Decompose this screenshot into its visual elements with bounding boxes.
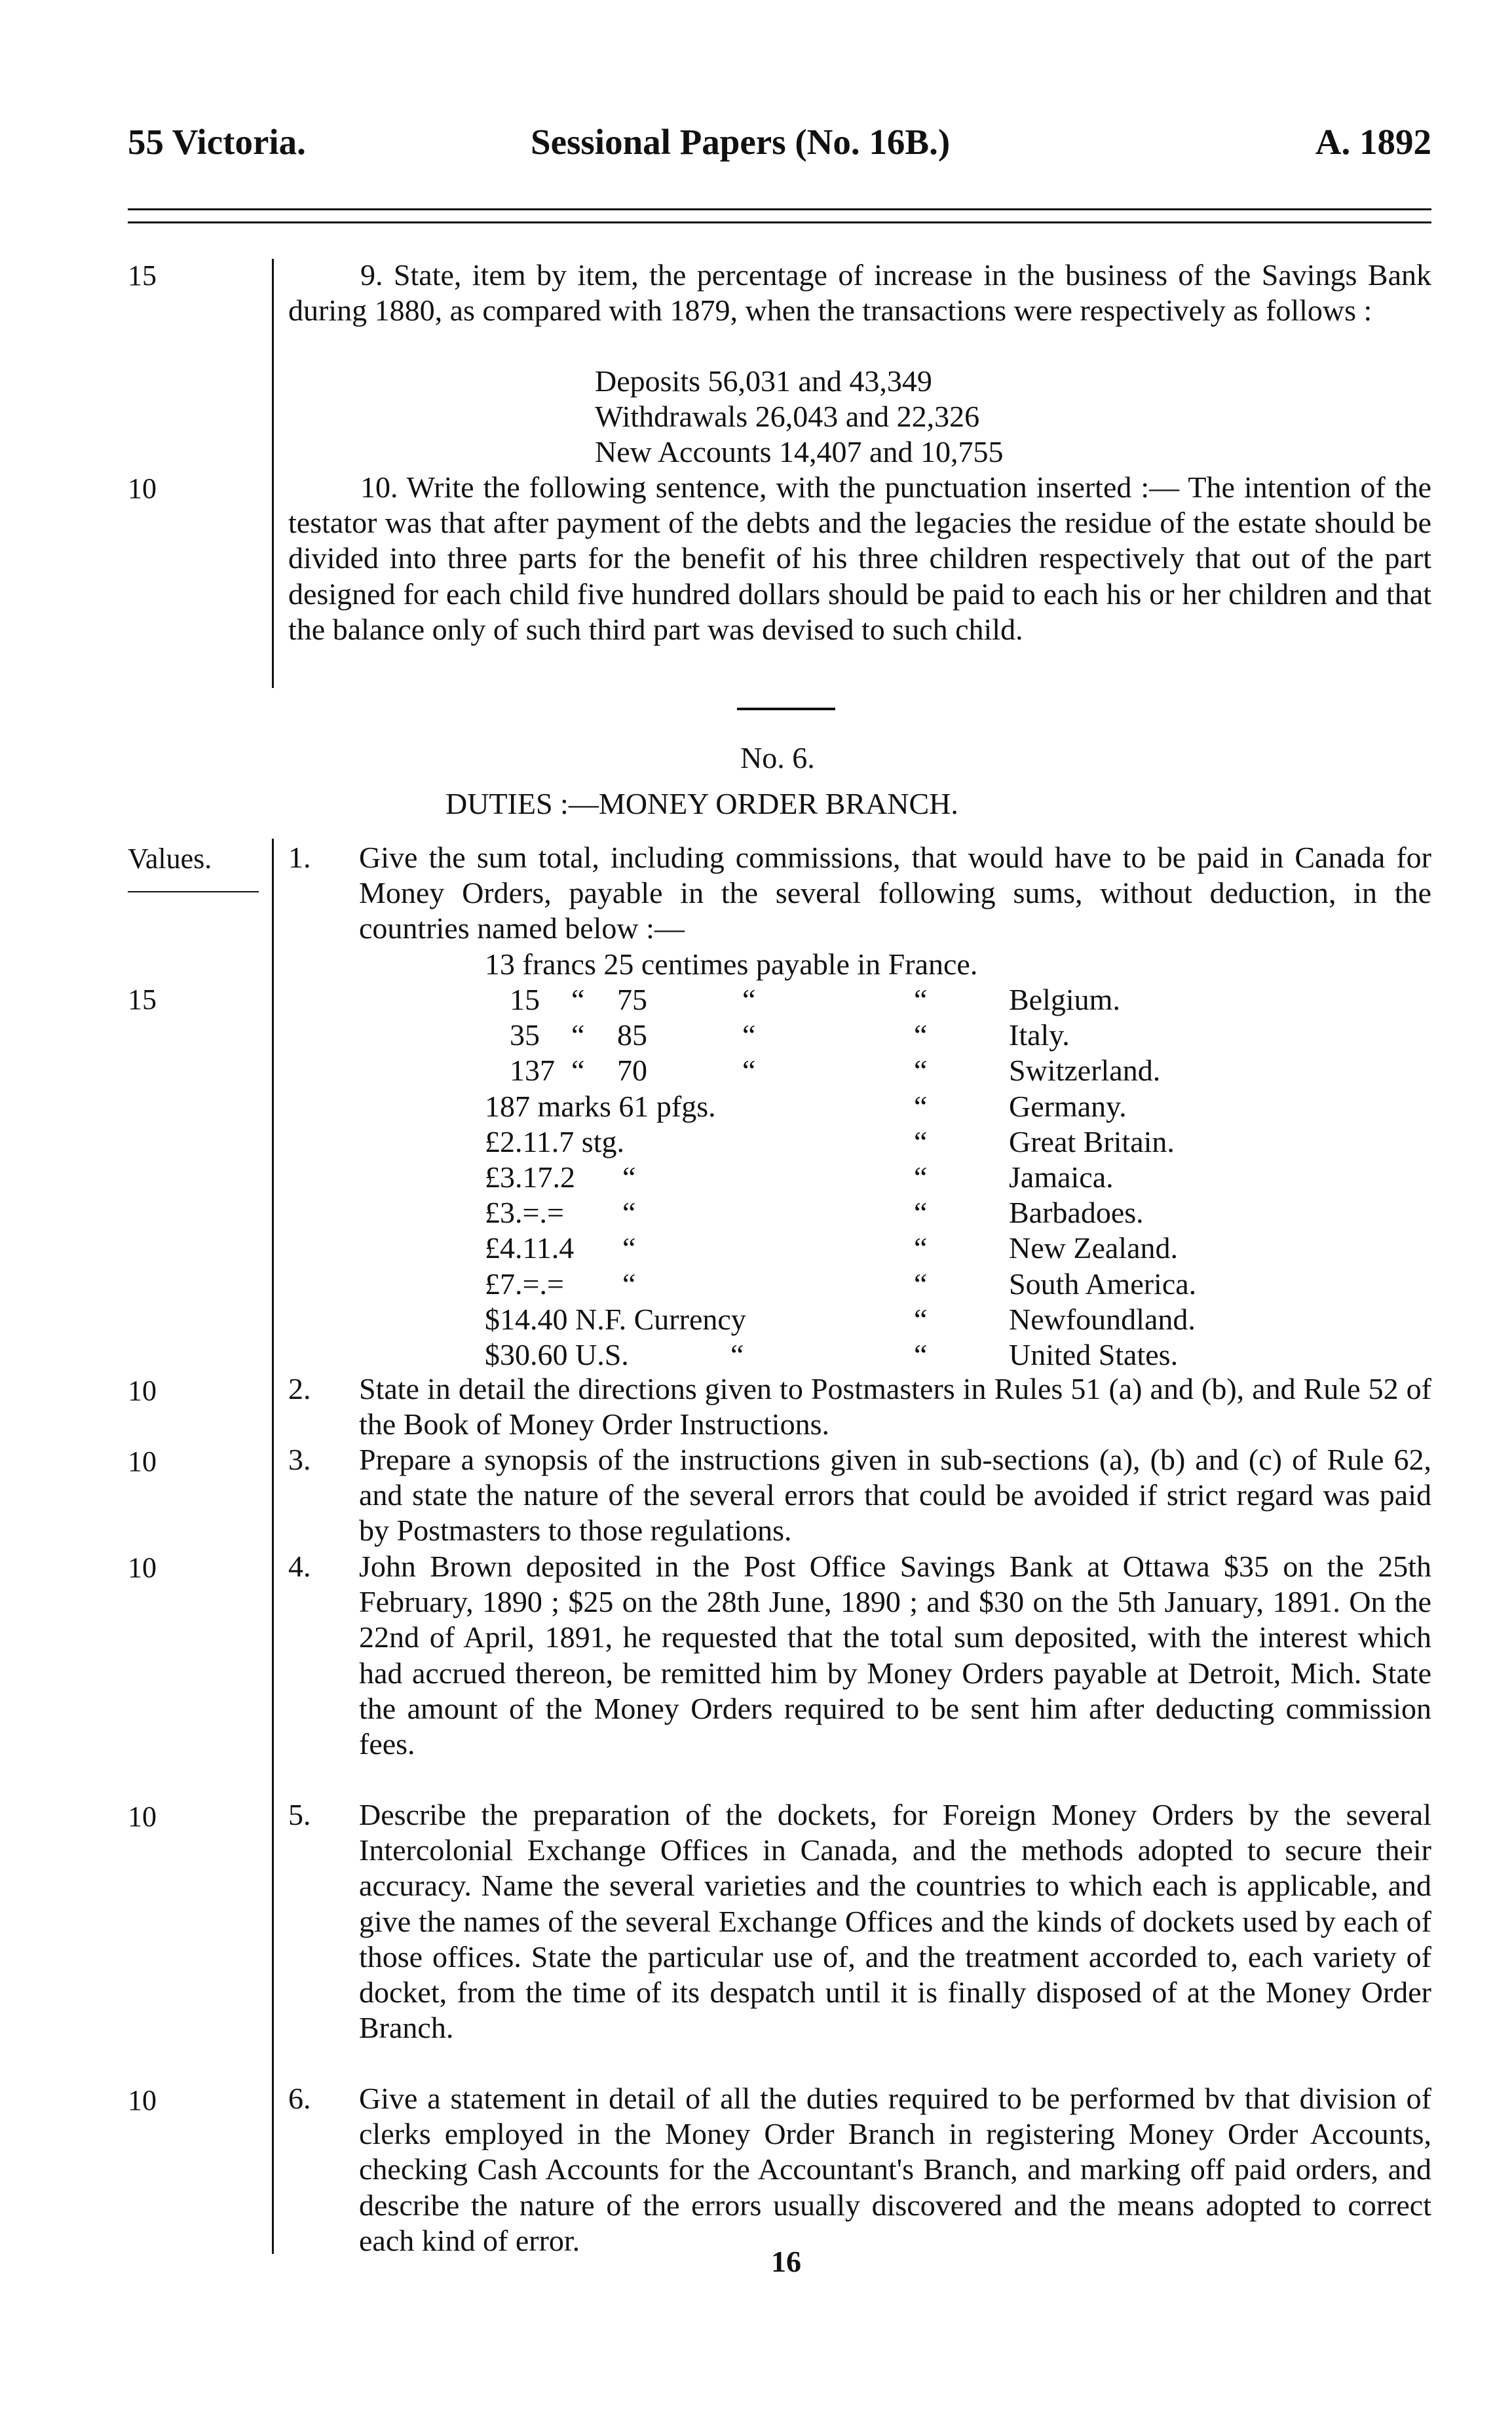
running-header bbox=[128, 121, 1431, 174]
row-ditto-2: “ bbox=[742, 1054, 756, 1088]
header-rule-top bbox=[128, 208, 1431, 210]
q1-text: Give the sum total, including commissions, that would have to be paid in Canada for Money Orders, payable in the several following sums, without deduction, in the countries named below :— bbox=[359, 841, 1431, 945]
q9-line-deposits: Deposits 56,031 and 43,349 bbox=[595, 364, 932, 398]
remittance-row bbox=[0, 1302, 1512, 1337]
q1-number: 1. bbox=[288, 841, 311, 874]
question-6 bbox=[288, 2081, 1431, 2259]
values-label: Values. bbox=[128, 843, 212, 875]
question-3 bbox=[288, 1442, 1431, 1549]
q4-text: John Brown deposited in the Post Office Savings Bank at Ottawa $35 on the 25th February, 1890 ; $25 on the 28th June, 1890 ; and $30 on the 5th January, 1891. On the 22nd of April, 1891, he requested that the total sum deposited, with the interest which had accrued thereon, be remitted him by Money Orders payable at Detroit, Mich. State the amount of the Money Orders required to be sent him after deducting commission fees. bbox=[359, 1550, 1431, 1761]
q4-value: 10 bbox=[128, 1552, 157, 1584]
remittance-row bbox=[0, 1089, 1512, 1124]
q6-number: 6. bbox=[288, 2082, 311, 2115]
q10-text: 10. Write the following sentence, with the punctuation inserted :— The intention of the testator was that after payment of the debts and the legacies the residue of the estate should be divided into three parts for the benefit of his three children respectively that out of the part designed for each child five hundred dollars should be paid to each his or her children and that the balance only of such third part was devised to such child. bbox=[288, 470, 1431, 646]
row-country: Germany. bbox=[1009, 1089, 1127, 1123]
row-sub-amount: 70 bbox=[617, 1054, 647, 1088]
row-ditto-3: “ bbox=[914, 983, 928, 1016]
q5-number: 5. bbox=[288, 1798, 311, 1831]
remittance-row bbox=[0, 1160, 1512, 1195]
page-number: 16 bbox=[771, 2245, 801, 2278]
row-amount: 35 bbox=[510, 1018, 540, 1052]
row-ditto-1: “ bbox=[571, 983, 585, 1016]
row-ditto-2: “ bbox=[742, 1018, 756, 1052]
q2-number: 2. bbox=[288, 1372, 311, 1405]
margin-line-top bbox=[272, 259, 274, 688]
row-ditto-3: “ bbox=[914, 1054, 928, 1088]
question-1 bbox=[288, 840, 1431, 947]
row-amount: 187 marks 61 pfgs. bbox=[485, 1089, 716, 1123]
question-4 bbox=[288, 1549, 1431, 1762]
row-country: Barbadoes. bbox=[1009, 1196, 1144, 1230]
row-country: Switzerland. bbox=[1009, 1054, 1161, 1088]
remittance-row bbox=[0, 1195, 1512, 1231]
q9-line-new-accounts: New Accounts 14,407 and 10,755 bbox=[595, 435, 1004, 468]
remittance-row bbox=[0, 1018, 1512, 1053]
row-ditto-1: “ bbox=[622, 1196, 636, 1230]
row-ditto-3: “ bbox=[914, 1196, 928, 1230]
q4-number: 4. bbox=[288, 1550, 311, 1583]
question-5 bbox=[288, 1797, 1431, 2046]
q9-value: 15 bbox=[128, 259, 157, 292]
row-ditto-3: “ bbox=[914, 1302, 928, 1336]
row-amount: £7.=.= bbox=[485, 1267, 564, 1301]
row-country: New Zealand. bbox=[1009, 1231, 1178, 1265]
row-ditto-1: “ bbox=[622, 1267, 636, 1301]
header-center: Sessional Papers (No. 16B.) bbox=[531, 122, 951, 162]
row-ditto-3: “ bbox=[914, 1018, 928, 1052]
row-country: Great Britain. bbox=[1009, 1124, 1175, 1158]
row-amount: $14.40 N.F. Currency bbox=[485, 1302, 746, 1336]
q10-value: 10 bbox=[128, 472, 157, 505]
row-amount: £4.11.4 bbox=[485, 1231, 575, 1265]
section-divider bbox=[737, 708, 835, 710]
row-ditto-2: “ bbox=[742, 983, 756, 1016]
remittance-row bbox=[0, 1267, 1512, 1302]
row-amount: $30.60 U.S. bbox=[485, 1338, 629, 1371]
row-amount: 15 bbox=[510, 983, 540, 1016]
section-number: No. 6. bbox=[740, 741, 815, 774]
q3-value: 10 bbox=[128, 1445, 157, 1478]
q5-value: 10 bbox=[128, 1801, 157, 1833]
row-ditto-1: “ bbox=[730, 1338, 744, 1371]
row-amount: £3.=.= bbox=[485, 1196, 564, 1230]
q6-text: Give a statement in detail of all the duties required to be performed bv that division of clerks employed in the Money Order Branch in registering Money Order Accounts, checking Cash Accounts for the Accountant's Branch, and marking off paid orders, and describe the nature of the errors usually discovered and the means adopted to correct each kind of error. bbox=[359, 2082, 1431, 2257]
q3-text: Prepare a synopsis of the instructions given in sub-sections (a), (b) and (c) of Rule 62, and state the nature of the several errors that could be avoided if strict regard was paid by Postmasters to those regulations. bbox=[359, 1443, 1431, 1548]
q2-text: State in detail the directions given to Postmasters in Rules 51 (a) and (b), and Rule 52 of the Book of Money Order Instructions. bbox=[359, 1372, 1431, 1441]
remittance-row bbox=[0, 1231, 1512, 1266]
question-2 bbox=[288, 1371, 1431, 1442]
header-left: 55 Victoria. bbox=[128, 122, 306, 162]
row-ditto-1: “ bbox=[622, 1160, 636, 1194]
remittance-row bbox=[0, 1337, 1512, 1373]
row-sub-amount: 85 bbox=[617, 1018, 647, 1052]
row-country: South America. bbox=[1009, 1267, 1197, 1301]
row-country: United States. bbox=[1009, 1338, 1179, 1371]
row-ditto-3: “ bbox=[914, 1338, 928, 1371]
values-rule bbox=[128, 891, 259, 892]
row-country: Italy. bbox=[1009, 1018, 1070, 1052]
q9-text: 9. State, item by item, the percentage of increase in the business of the Savings Bank during 1880, as compared with 1879, when the transactions were respectively as follows : bbox=[288, 258, 1431, 328]
q9-line-withdrawals: Withdrawals 26,043 and 22,326 bbox=[595, 400, 980, 433]
row-ditto-1: “ bbox=[571, 1018, 585, 1052]
q6-value: 10 bbox=[128, 2084, 157, 2116]
q1-value: 15 bbox=[128, 983, 157, 1016]
row-country: Newfoundland. bbox=[1009, 1302, 1196, 1336]
header-right: A. 1892 bbox=[1315, 122, 1431, 162]
header-rule-bottom bbox=[128, 221, 1431, 223]
row-ditto-3: “ bbox=[914, 1231, 928, 1265]
remittance-row bbox=[0, 1053, 1512, 1088]
row-sub-amount: 75 bbox=[617, 983, 647, 1016]
row-ditto-3: “ bbox=[914, 1089, 928, 1123]
row-amount: 137 bbox=[510, 1054, 555, 1088]
row-ditto-3: “ bbox=[914, 1124, 928, 1158]
remittance-row bbox=[0, 1124, 1512, 1160]
q1-first-row: 13 francs 25 centimes payable in France. bbox=[485, 947, 978, 981]
row-ditto-3: “ bbox=[914, 1160, 928, 1194]
q2-value: 10 bbox=[128, 1375, 157, 1407]
q5-text: Describe the preparation of the dockets, for Foreign Money Orders by the several Intercolonial Exchange Offices in Canada, and the methods adopted to secure their accuracy. Name the several varieties and the countries to which each is applicable, and give the names of the several Exchange Offices and the kinds of dockets used by each of those offices. State the particular use of, and the treatment accorded to, each variety of docket, from the time of its despatch until it is finally disposed of at the Money Order Branch. bbox=[359, 1798, 1431, 2045]
row-ditto-1: “ bbox=[622, 1231, 636, 1265]
row-amount: £2.11.7 stg. bbox=[485, 1124, 624, 1158]
section-title: DUTIES :—MONEY ORDER BRANCH. bbox=[445, 787, 958, 820]
row-ditto-3: “ bbox=[914, 1267, 928, 1301]
row-country: Belgium. bbox=[1009, 983, 1120, 1016]
row-country: Jamaica. bbox=[1009, 1160, 1114, 1194]
q3-number: 3. bbox=[288, 1443, 311, 1476]
row-ditto-1: “ bbox=[571, 1054, 585, 1088]
remittance-row bbox=[0, 982, 1512, 1018]
row-amount: £3.17.2 bbox=[485, 1160, 575, 1194]
